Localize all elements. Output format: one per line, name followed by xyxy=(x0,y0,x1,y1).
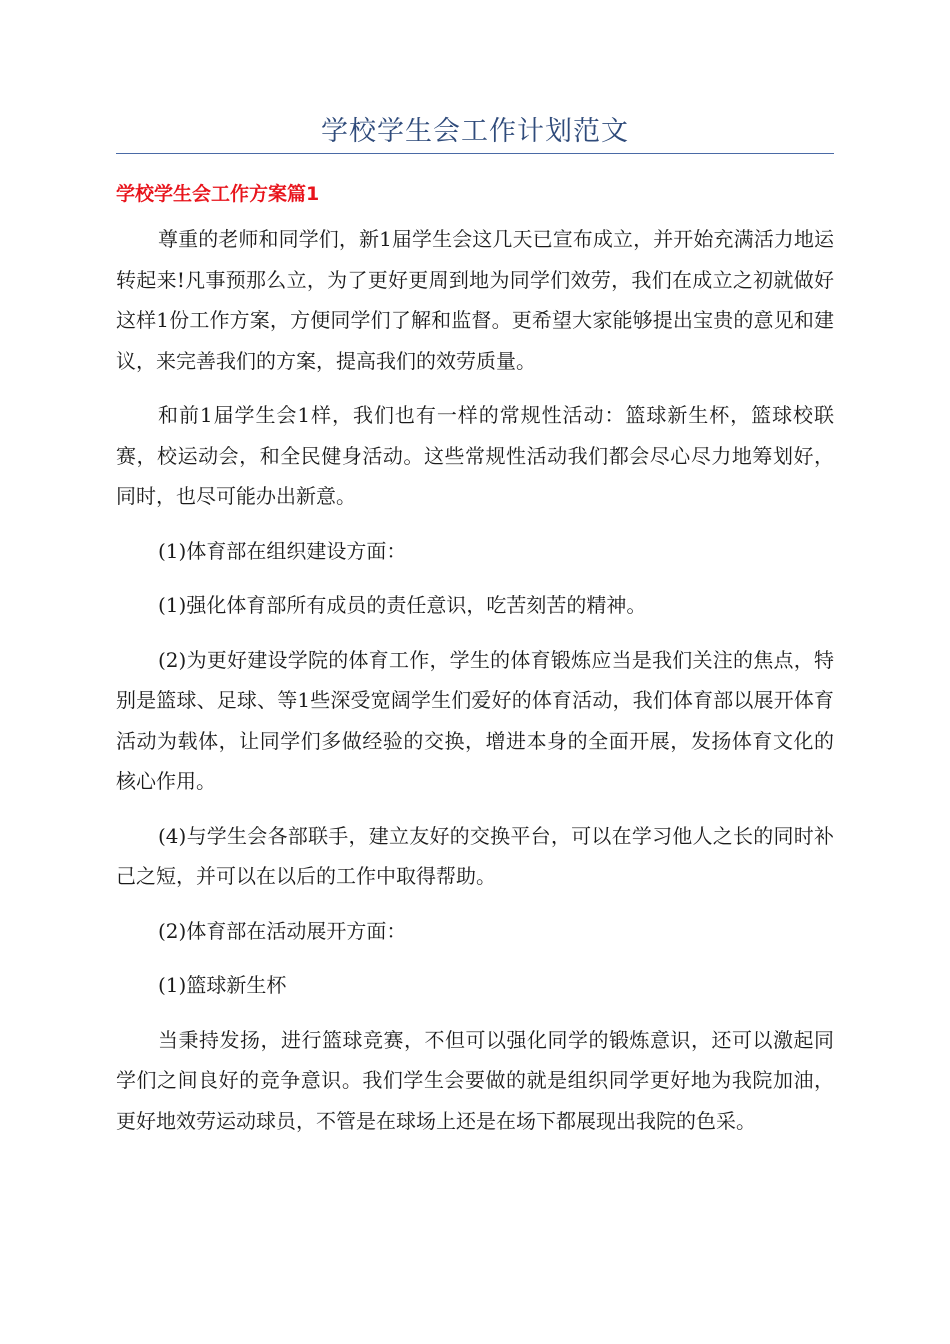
paragraph-organization-heading: (1)体育部在组织建设方面： xyxy=(158,538,407,563)
section-heading: 学校学生会工作方案篇1 xyxy=(116,183,320,205)
document-page xyxy=(116,0,834,1141)
paragraph-basketball-details: 当秉持发扬，进行篮球竞赛，不但可以强化同学的锻炼意识，还可以激起同学们之间良好的竞争意识。我们学生会要做的就是组织同学更好地为我院加油，更好地效劳运动球员，不管是在球场上还是在场下都展现出我院的色采。 xyxy=(116,1027,834,1133)
paragraph-cooperation: (4)与学生会各部联手，建立友好的交换平台，可以在学习他人之长的同时补己之短，并可以在以后的工作中取得帮助。 xyxy=(116,823,834,888)
paragraph-sports-focus: (2)为更好建设学院的体育工作，学生的体育锻炼应当是我们关注的焦点，特别是篮球、足球、等1些深受宽阔学生们爱好的体育活动，我们体育部以展开体育活动为载体，让同学们多做经验的交换，增进本身的全面开展，发扬体育文化的核心作用。 xyxy=(116,647,834,793)
paragraph-regular-activities: 和前1届学生会1样，我们也有一样的常规性活动：篮球新生杯，篮球校联赛，校运动会，和全民健身活动。这些常规性活动我们都会尽心尽力地筹划好，同时，也尽可能办出新意。 xyxy=(116,403,834,508)
paragraph-intro: 尊重的老师和同学们，新1届学生会这几天已宣布成立，并开始充满活力地运转起来!凡事预那么立，为了更好更周到地为同学们效劳，我们在成立之初就做好这样1份工作方案，方便同学们了解和监督。更希望大家能够提出宝贵的意见和建议，来完善我们的方案，提高我们的效劳质量。 xyxy=(116,227,834,373)
title-underline-divider xyxy=(116,153,834,154)
document-title: 学校学生会工作计划范文 xyxy=(321,116,629,147)
paragraph-basketball-cup: (1)篮球新生杯 xyxy=(158,973,287,997)
paragraph-responsibility: (1)强化体育部所有成员的责任意识，吃苦刻苦的精神。 xyxy=(158,593,647,617)
paragraph-activities-heading: (2)体育部在活动展开方面： xyxy=(158,918,407,943)
